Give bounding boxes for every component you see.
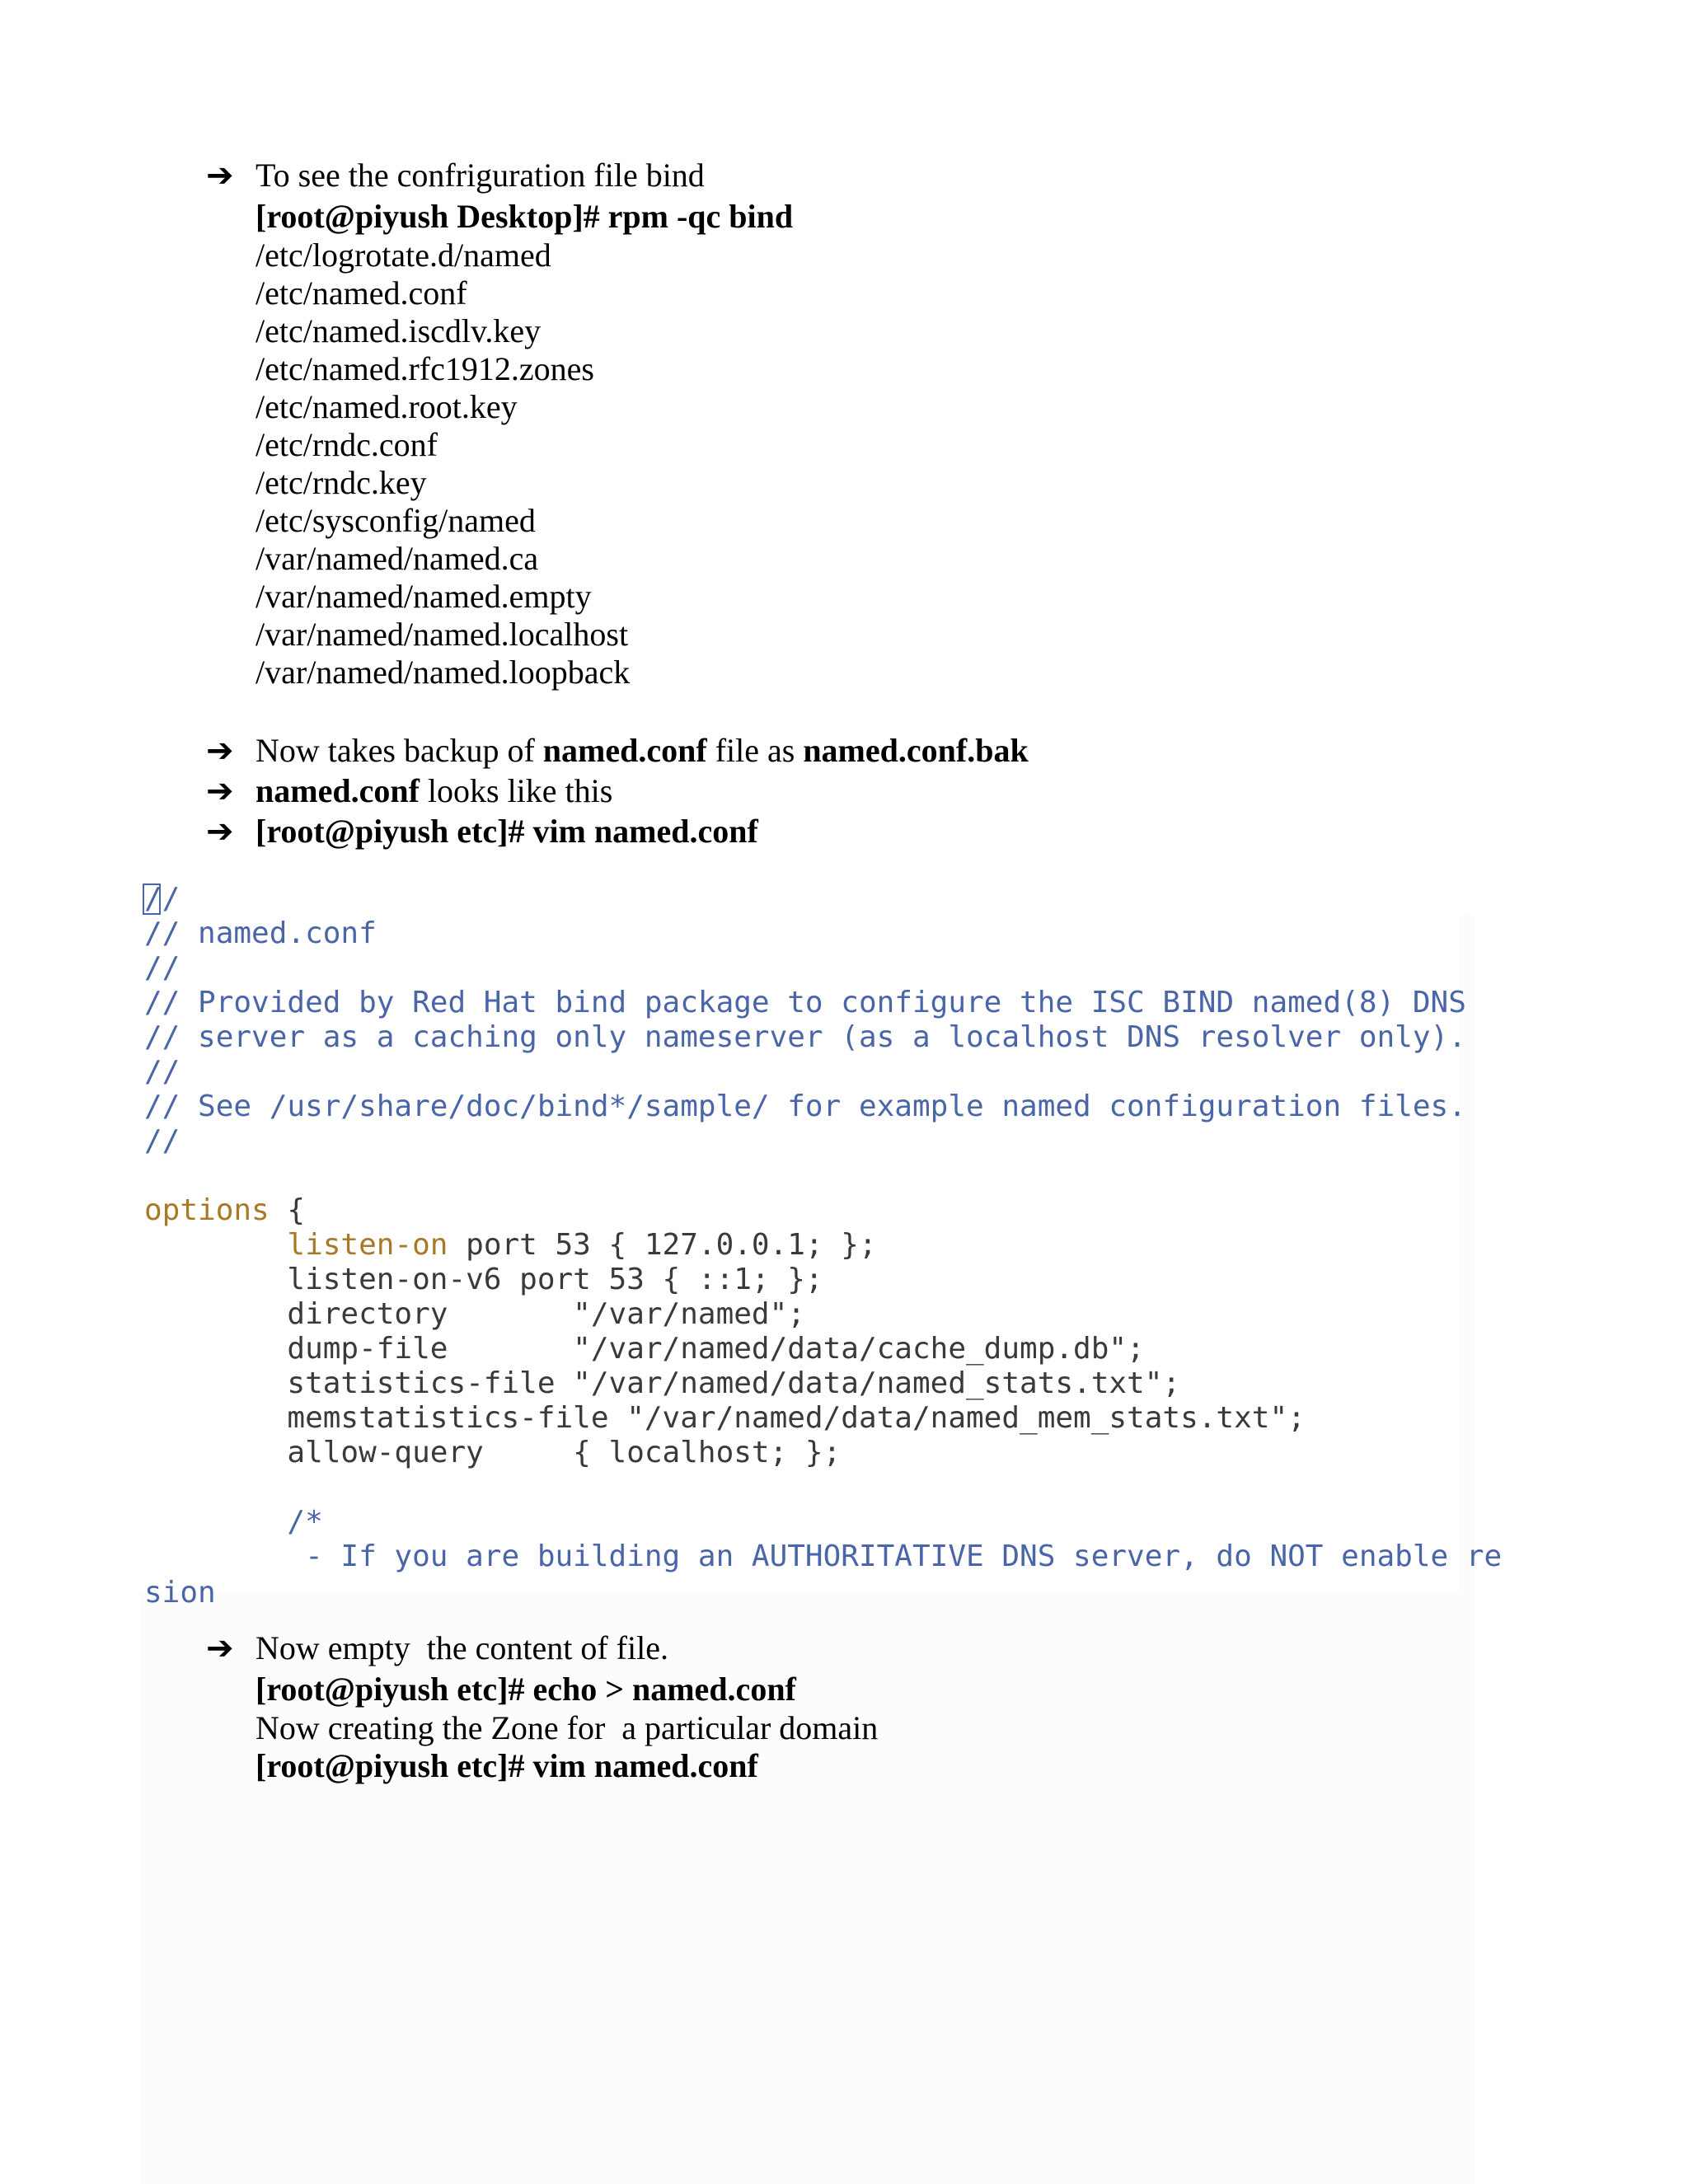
file-item: /etc/named.rfc1912.zones	[256, 350, 594, 387]
code-text: port 53 { 127.0.0.1; };	[448, 1228, 877, 1262]
code-line: //	[144, 1055, 181, 1089]
code-line: - If you are building an AUTHORITATIVE DNS server, do NOT enable re	[144, 1540, 1503, 1573]
file-item: /etc/rndc.key	[256, 464, 427, 501]
code-line: //	[144, 1124, 181, 1158]
code-line: // server as a caching only nameserver (as a localhost DNS resolver only).	[144, 1020, 1466, 1054]
code-text: {	[269, 1193, 306, 1227]
section1-intro: To see the confriguration file bind	[256, 157, 705, 194]
file-item: /etc/named.root.key	[256, 388, 518, 425]
keyword: listen-on	[287, 1228, 448, 1262]
vim-screenshot	[140, 875, 1503, 1610]
code-line: // named.conf	[144, 916, 377, 950]
keyword: options	[144, 1193, 270, 1227]
rpm-command: [root@piyush Desktop]# rpm -qc bind	[256, 198, 794, 235]
code-line: //	[144, 951, 181, 985]
code-line-cut: sion	[144, 1576, 216, 1610]
text: file as	[706, 732, 804, 769]
vim-command-2: [root@piyush etc]# vim named.conf	[256, 1747, 758, 1784]
vim-command: [root@piyush etc]# vim named.conf	[256, 813, 758, 850]
code-line: dump-file "/var/named/data/cache_dump.db";	[144, 1332, 1145, 1366]
file-item: /etc/logrotate.d/named	[256, 237, 551, 274]
file-item: /etc/rndc.conf	[256, 426, 438, 463]
arrow-bullet-icon: ➔	[206, 772, 234, 810]
code-line: //	[144, 882, 181, 916]
code-line: // See /usr/share/doc/bind*/sample/ for example named configuration files.	[144, 1090, 1466, 1123]
text: looks like this	[419, 772, 613, 809]
empty-file-instruction: Now empty the content of file.	[256, 1629, 668, 1666]
arrow-bullet-icon: ➔	[206, 732, 234, 770]
code-line: /*	[144, 1505, 323, 1539]
file-item: /etc/named.iscdlv.key	[256, 312, 542, 349]
filename: named.conf	[542, 732, 707, 769]
code-line-options	[144, 1193, 305, 1228]
file-item: /var/named/named.loopback	[256, 654, 631, 691]
code-line: allow-query { localhost; };	[144, 1436, 842, 1469]
filename: named.conf	[256, 772, 420, 809]
indent	[144, 1228, 287, 1262]
arrow-bullet-icon: ➔	[206, 1629, 234, 1667]
code-line: memstatistics-file "/var/named/data/named_mem_stats.txt";	[144, 1401, 1306, 1435]
file-item: /etc/named.conf	[256, 274, 467, 312]
arrow-bullet-icon: ➔	[206, 813, 234, 851]
backup-instruction	[256, 732, 1029, 770]
zone-creation-text: Now creating the Zone for a particular domain	[256, 1709, 879, 1746]
backup-filename: named.conf.bak	[803, 732, 1029, 769]
text: Now takes backup of	[256, 732, 543, 769]
code-line: // Provided by Red Hat bind package to configure the ISC BIND named(8) DNS	[144, 986, 1466, 1019]
file-item: /var/named/named.localhost	[256, 616, 629, 653]
code-line: listen-on-v6 port 53 { ::1; };	[144, 1263, 823, 1296]
code-line-listen-on	[144, 1228, 877, 1263]
code-line: directory "/var/named";	[144, 1297, 805, 1331]
looks-like-line	[256, 772, 612, 810]
file-item: /etc/sysconfig/named	[256, 502, 536, 539]
arrow-bullet-icon: ➔	[206, 157, 234, 194]
code-line: statistics-file "/var/named/data/named_stats.txt";	[144, 1366, 1181, 1400]
file-item: /var/named/named.empty	[256, 578, 592, 615]
echo-command: [root@piyush etc]# echo > named.conf	[256, 1671, 796, 1708]
file-item: /var/named/named.ca	[256, 540, 539, 577]
